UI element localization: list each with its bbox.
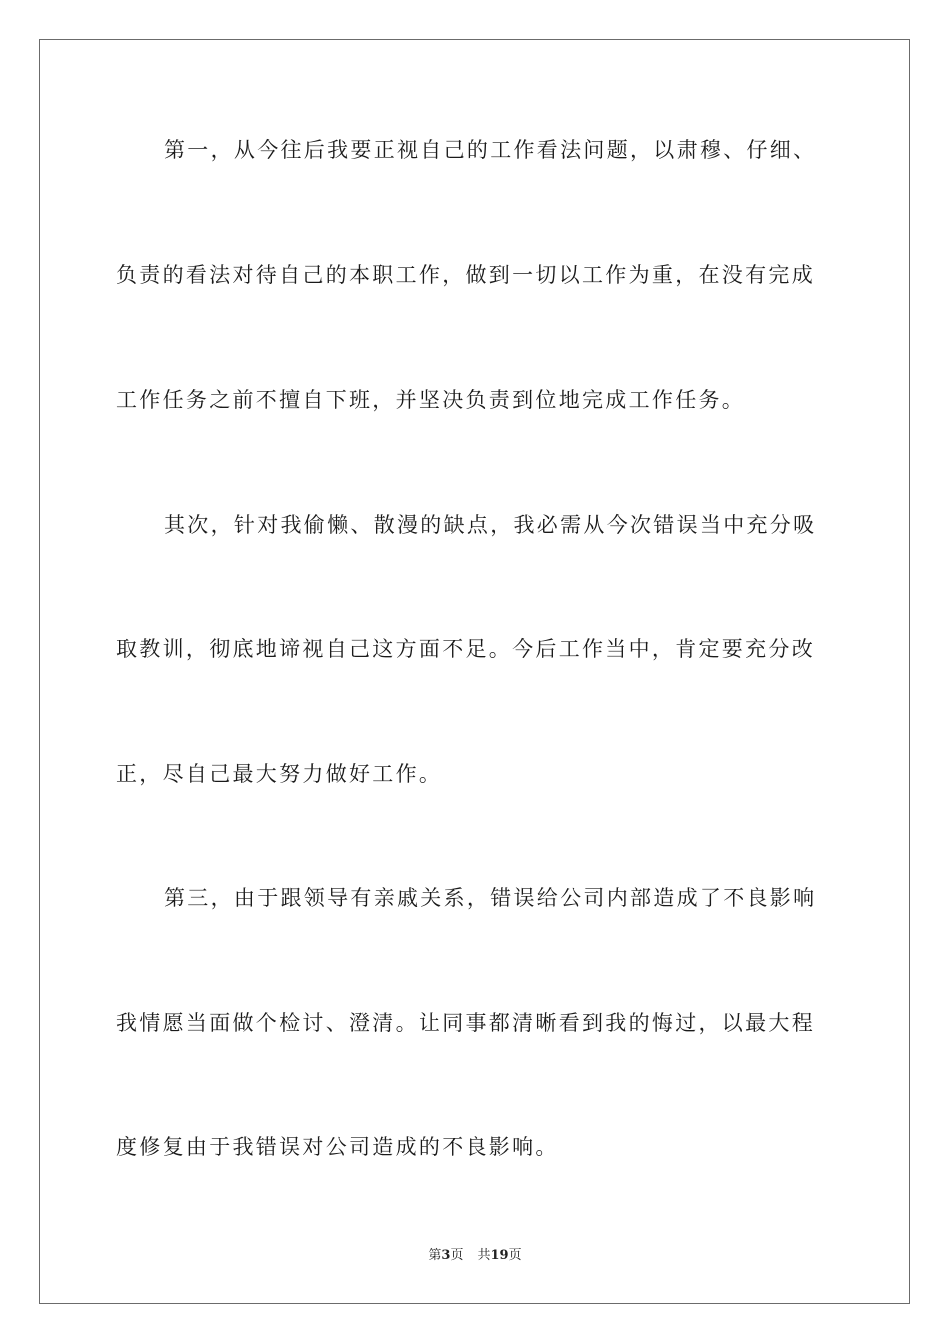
total-prefix: 共: [477, 1248, 491, 1263]
page-suffix: 页: [450, 1248, 464, 1263]
text-line: 第一，从今往后我要正视自己的工作看法问题，以肃穆、仔细、: [164, 138, 817, 162]
text-line: 其次，针对我偷懒、散漫的缺点，我必需从今次错误当中充分吸: [164, 513, 817, 537]
total-pages: 19: [490, 1248, 509, 1263]
text-line: 工作任务之前不擅自下班，并坚决负责到位地完成工作任务。: [116, 388, 746, 412]
page-border: [39, 39, 910, 1304]
page-number: 3: [441, 1248, 451, 1263]
page-prefix: 第: [428, 1248, 442, 1263]
total-suffix: 页: [508, 1248, 522, 1263]
page-footer: [0, 1248, 950, 1264]
text-line: 正，尽自己最大努力做好工作。: [116, 762, 443, 786]
text-line: 第三，由于跟领导有亲戚关系，错误给公司内部造成了不良影响: [164, 886, 817, 910]
text-line: 取教训，彻底地谛视自己这方面不足。今后工作当中，肯定要充分改: [116, 637, 815, 661]
text-line: 我情愿当面做个检讨、澄清。让同事都清晰看到我的悔过，以最大程: [116, 1011, 815, 1035]
text-line: 度修复由于我错误对公司造成的不良影响。: [116, 1135, 559, 1159]
text-line: 负责的看法对待自己的本职工作，做到一切以工作为重，在没有完成: [116, 263, 815, 287]
